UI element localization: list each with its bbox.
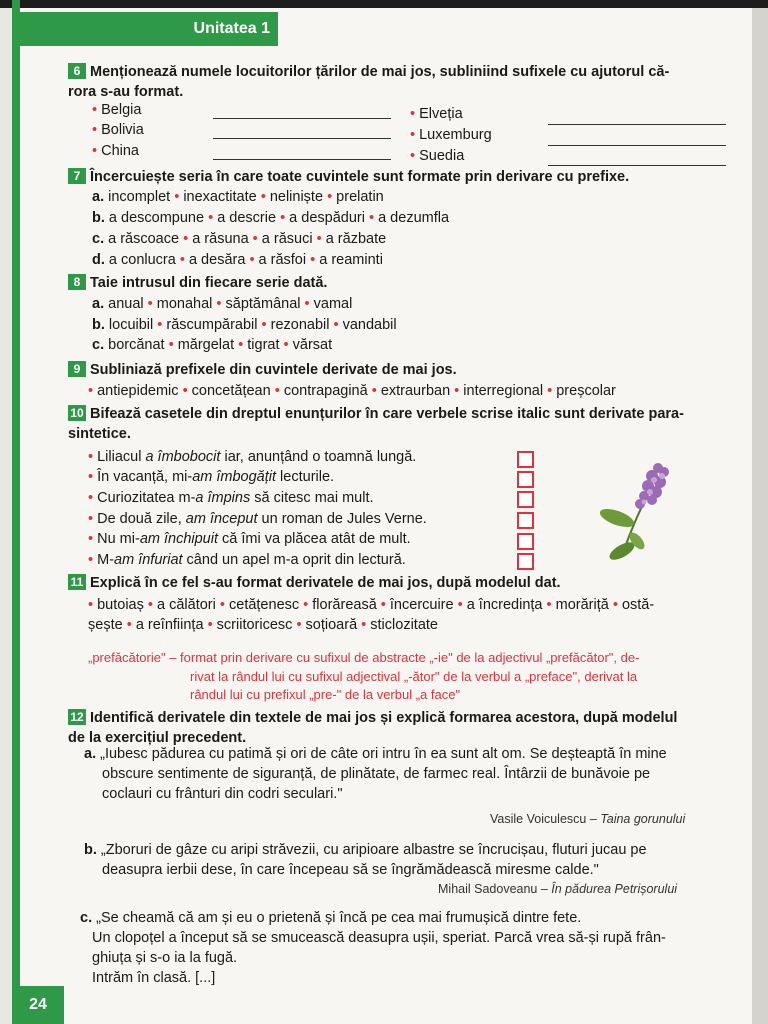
- sentence-item: • Curiozitatea m-a împins să citesc mai mult.: [88, 490, 374, 506]
- series-row-b: b. a descompune • a descrie • a despăduri • a dezumfla: [92, 210, 450, 226]
- checkbox[interactable]: [517, 553, 534, 570]
- country-item: • Suedia: [410, 148, 465, 164]
- series-row-b: b. locuibil • răscumpărabil • rezonabil • vandabil: [92, 317, 397, 333]
- green-margin-strip: [12, 0, 20, 1024]
- exercise-number: 10: [68, 405, 86, 421]
- checkbox[interactable]: [517, 533, 534, 550]
- prefix-word-list: • antiepidemic • concetățean • contrapagină • extraurban • interregional • preșcolar: [88, 383, 616, 399]
- answer-line[interactable]: [213, 106, 391, 119]
- derivative-word-list: șește • a reînființa • scriitoricesc • soțioară • sticlozitate: [88, 617, 438, 633]
- derivative-word-list: • butoiaș • a călători • cetățenesc • florăreasă • încercuire • a încredința • morăriță • ostă-: [88, 597, 655, 613]
- country-item: • Luxemburg: [410, 127, 492, 143]
- citation-b: Mihail Sadoveanu – În pădurea Petrișorului: [438, 882, 678, 896]
- country-item: • Bolivia: [92, 122, 144, 138]
- exercise-7: 7 Încercuiește seria în care toate cuvintele sunt formate prin derivare cu prefixe.: [68, 167, 728, 187]
- checkbox[interactable]: [517, 491, 534, 508]
- exercise-9: 9 Subliniază prefixele din cuvintele derivate de mai jos.: [68, 360, 728, 380]
- exercise-11: 11 Explică în ce fel s-au format derivatele de mai jos, după modelul dat.: [68, 573, 728, 593]
- exercise-number: 11: [68, 574, 86, 590]
- exercise-number: 8: [68, 274, 86, 290]
- model-text: „prefăcătorie" – format prin derivare cu sufixul de abstracte „-ie" de la adjectivul „prefăcător", de-: [88, 650, 640, 665]
- quote-c: c. „Se cheamă că am și eu o prietenă și încă pe cea mai frumușică dintre fete. Un clopoțel a început să se smucească deasupra ușii, speriat. Parcă vrea să-și rupă frân- ghiuța și s-o ia la fugă. Intrăm în clasă. [...]: [80, 910, 666, 986]
- sentence-item: • Liliacul a îmbobocit iar, anunțând o toamnă lungă.: [88, 449, 417, 465]
- answer-line[interactable]: [548, 112, 726, 125]
- top-edge: [0, 0, 768, 8]
- sentence-item: • M-am înfuriat când un apel m-a oprit din lectură.: [88, 552, 406, 568]
- exercise-10: 10 Bifează casetele din dreptul enunțurilor în care verbele scrise italic sunt derivate para- sintetice.: [68, 406, 684, 442]
- sentence-item: • În vacanță, mi-am îmbogățit lecturile.: [88, 469, 335, 485]
- unit-header: Unitatea 1: [12, 12, 278, 46]
- model-text: rândul lui cu prefixul „pre-" de la verbul „a face": [190, 687, 461, 702]
- series-row-a: a. incomplet • inexactitate • neliniște • prelatin: [92, 189, 384, 205]
- answer-line[interactable]: [213, 126, 391, 139]
- country-item: • China: [92, 143, 139, 159]
- country-item: • Elveția: [410, 106, 463, 122]
- exercise-number: 12: [68, 709, 86, 725]
- model-text: rivat la rândul lui cu sufixul adjectival „-ător" de la verbul a „preface", derivat la: [190, 669, 638, 684]
- series-row-d: d. a conlucra • a desăra • a răsfoi • a reaminti: [92, 252, 383, 268]
- answer-line[interactable]: [213, 147, 391, 160]
- exercise-number: 7: [68, 168, 86, 184]
- exercise-number: 6: [68, 63, 86, 79]
- page-number: 24: [12, 986, 64, 1024]
- lilac-flower-icon: [592, 456, 682, 566]
- answer-line[interactable]: [548, 133, 726, 146]
- series-row-c: c. a răscoace • a răsuna • a răsuci • a răzbate: [92, 231, 387, 247]
- checkbox[interactable]: [517, 512, 534, 529]
- quote-b: b. „Zboruri de gâze cu aripi străvezii, cu aripioare albastre se încrucișau, fluturi jucau pe deasupra ierbii dese, în care începeau să se îngrămădească miresme calde.": [84, 842, 647, 878]
- quote-a: a. „Iubesc pădurea cu patimă și ori de câte ori intru în ea sunt alt om. Se deșteaptă în mine obscure sentimente de siguranță, de plinătate, de farmec real. Întârzii de bunăvoie pe coclauri cu frânturi din codri seculari.": [84, 746, 667, 802]
- checkbox[interactable]: [517, 471, 534, 488]
- exercise-12: 12 Identifică derivatele din textele de mai jos și explică formarea acestora, după modelul de la exercițiul precedent.: [68, 710, 678, 746]
- sentence-item: • De două zile, am început un roman de Jules Verne.: [88, 511, 427, 527]
- exercise-6: [68, 62, 728, 102]
- exercise-6-title: 6 Menționează numele locuitorilor țărilor de mai jos, subliniind sufixele cu ajutorul că- rora s-au format.: [68, 64, 670, 100]
- checkbox[interactable]: [517, 451, 534, 468]
- citation-a: Vasile Voiculescu – Taina gorunului: [490, 812, 686, 826]
- sentence-item: • Nu mi-am închipuit că îmi va plăcea atât de mult.: [88, 531, 411, 547]
- answer-line[interactable]: [548, 153, 726, 166]
- page-spine: [752, 0, 768, 1024]
- series-row-c: c. borcănat • mărgelat • tigrat • vărsat: [92, 337, 333, 353]
- series-row-a: a. anual • monahal • săptămânal • vamal: [92, 296, 353, 312]
- exercise-number: 9: [68, 361, 86, 377]
- exercise-8: 8 Taie intrusul din fiecare serie dată.: [68, 273, 728, 293]
- country-item: • Belgia: [92, 102, 142, 118]
